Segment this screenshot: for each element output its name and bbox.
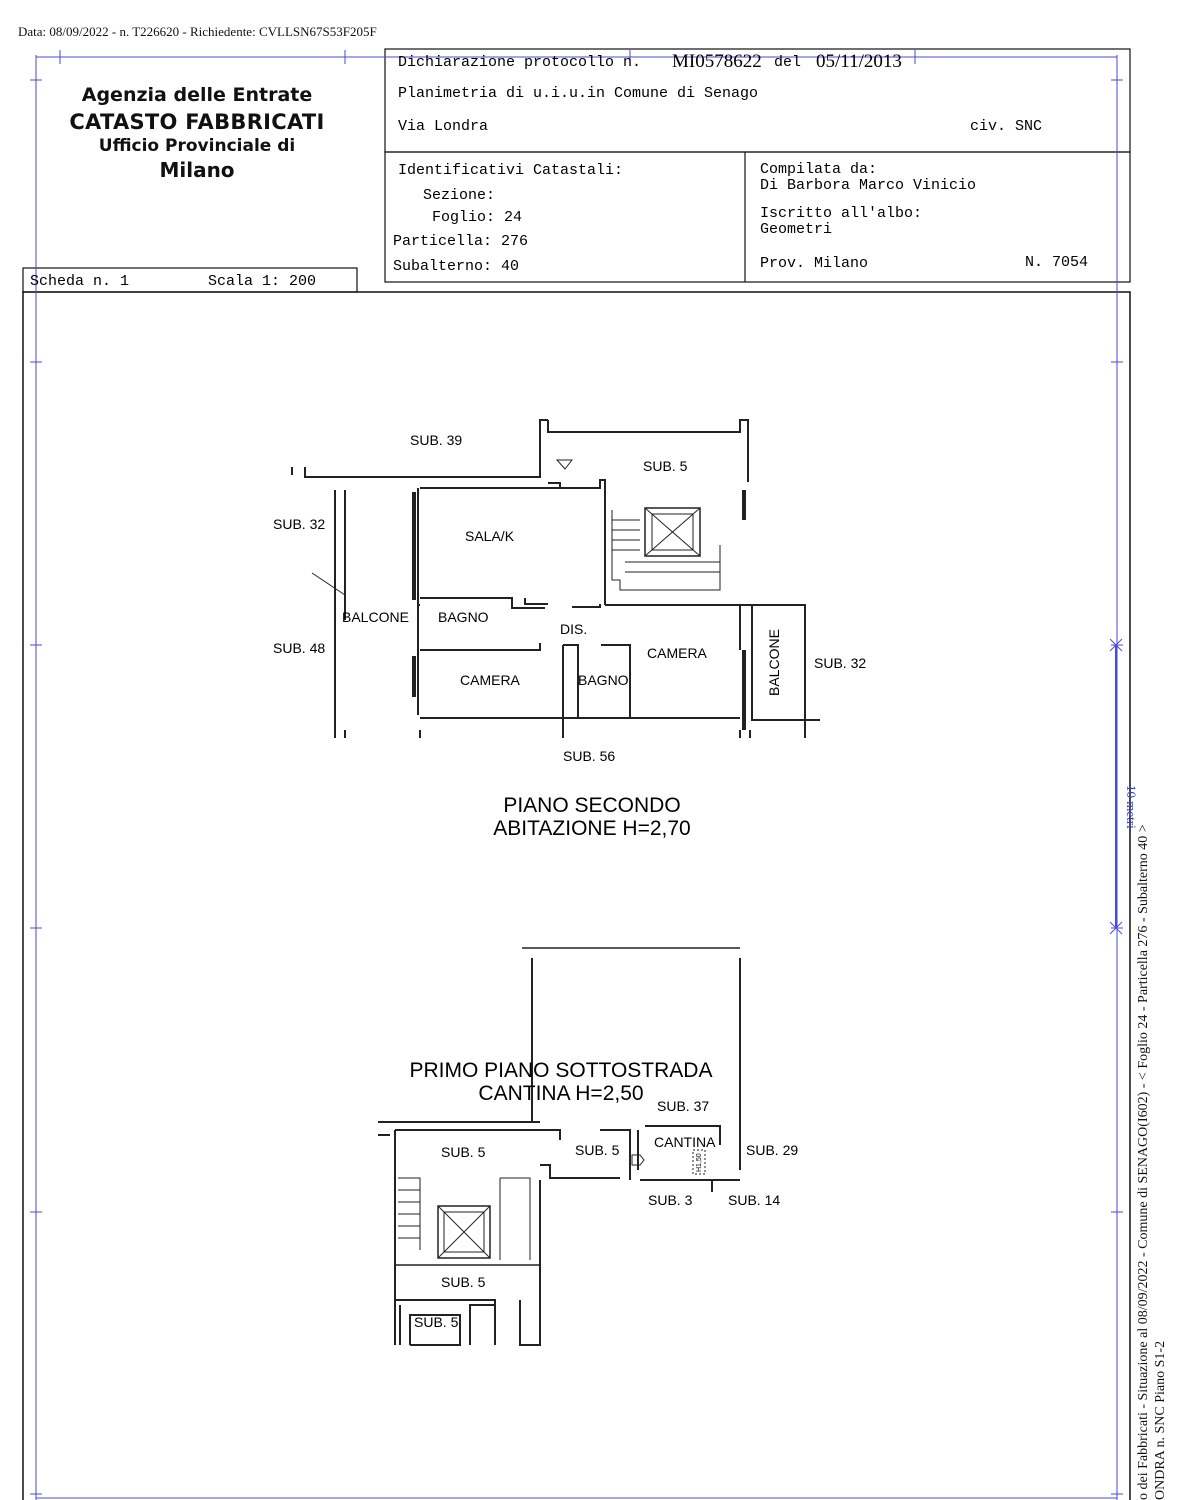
scale-bar-label: 10 metri	[1124, 785, 1139, 829]
compiler-name: Di Barbora Marco Vinicio	[760, 177, 977, 194]
room-balcone-left: BALCONE	[342, 609, 409, 625]
side-note-line-1: o dei Fabbricati - Situazione al 08/09/2022 - Comune di SENAGO(I602) - < Foglio 24 - Particella 276 - Subalterno 40 >	[1136, 824, 1151, 1500]
room-sub29: SUB. 29	[746, 1142, 799, 1158]
room-sub39: SUB. 39	[410, 432, 463, 448]
room-sub5-d: SUB. 5	[414, 1314, 459, 1330]
scale-label: Scala 1: 200	[208, 273, 317, 290]
room-sub56: SUB. 56	[563, 748, 616, 764]
lower-plan-title: PRIMO PIANO SOTTOSTRADA	[409, 1059, 713, 1082]
declaration-label: Dichiarazione protocollo n.	[398, 54, 642, 71]
foglio-field: Foglio: 24	[432, 209, 523, 226]
office-label: Ufficio Provinciale di	[98, 136, 296, 156]
agency-name: Agenzia delle Entrate	[81, 84, 313, 106]
declaration-number: MI0578622	[672, 51, 762, 72]
albo-label: Iscritto all'albo:	[760, 205, 923, 222]
room-sub37: SUB. 37	[657, 1098, 710, 1114]
sezione-field: Sezione:	[423, 187, 496, 204]
compiler-number: N. 7054	[1025, 254, 1089, 271]
office-city: Milano	[159, 158, 235, 182]
upper-plan-subtitle: ABITAZIONE H=2,70	[493, 817, 691, 840]
planimetria-text: Planimetria di u.i.u.in Comune di Senago	[398, 85, 759, 102]
declaration-date: 05/11/2013	[816, 51, 902, 72]
room-bagno-2: BAGNO	[578, 672, 629, 688]
room-sub32-left: SUB. 32	[273, 516, 326, 532]
request-header-line: Data: 08/09/2022 - n. T226620 - Richiedente: CVLLSN67S53F205F	[18, 24, 377, 39]
side-note	[1135, 824, 1169, 1500]
main-frame	[23, 292, 1130, 1500]
side-note-line-2: ONDRA n. SNC Piano S1-2	[1153, 1340, 1168, 1500]
upper-floor-plan	[292, 420, 820, 738]
room-sub5-c: SUB. 5	[441, 1274, 486, 1290]
room-balcone-right: BALCONE	[766, 629, 782, 696]
room-dis: DIS.	[560, 621, 588, 637]
declaration-del: del	[774, 54, 802, 71]
room-camera-2: CAMERA	[647, 645, 707, 661]
room-sub48: SUB. 48	[273, 640, 326, 656]
room-bagno-1: BAGNO	[438, 609, 489, 625]
identifiers-title: Identificativi Catastali:	[398, 162, 624, 179]
lower-plan-subtitle: CANTINA H=2,50	[478, 1082, 644, 1105]
civic-number: civ. SNC	[970, 118, 1043, 135]
room-sub5-a: SUB. 5	[441, 1144, 486, 1160]
subalterno-field: Subalterno: 40	[393, 258, 520, 275]
scheda-number: Scheda n. 1	[30, 273, 130, 290]
address-text: Via Londra	[398, 118, 489, 135]
room-sub32-right: SUB. 32	[814, 655, 867, 671]
room-cantina: CANTINA	[654, 1134, 716, 1150]
compiler-label: Compilata da:	[760, 161, 878, 178]
room-sub5-b: SUB. 5	[575, 1142, 620, 1158]
room-sub5-upper: SUB. 5	[643, 458, 688, 474]
upper-plan-title: PIANO SECONDO	[503, 794, 681, 817]
catasto-title: CATASTO FABBRICATI	[69, 110, 325, 134]
room-camera-1: CAMERA	[460, 672, 520, 688]
albo-value: Geometri	[760, 221, 833, 238]
room-sub14: SUB. 14	[728, 1192, 781, 1208]
compiler-province: Prov. Milano	[760, 255, 869, 272]
room-sub3: SUB. 3	[648, 1192, 693, 1208]
particella-field: Particella: 276	[393, 233, 529, 250]
height-mark: H1,50	[696, 1153, 703, 1172]
room-sala: SALA/K	[465, 528, 515, 544]
